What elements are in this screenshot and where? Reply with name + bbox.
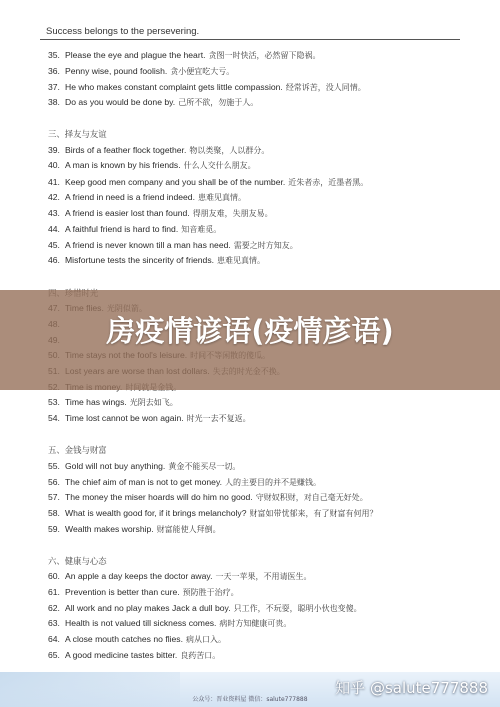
list-item: 56. The chief aim of man is not to get money. 人的主要目的并不是赚钱。	[48, 477, 321, 487]
list-item: 54. Time lost cannot be won again. 时光一去不复返。	[48, 413, 251, 423]
list-item: 38. Do as you would be done by. 己所不欲，勿施于人。	[48, 97, 259, 107]
list-item: 61. Prevention is better than cure. 预防胜于治疗。	[48, 587, 239, 597]
header-rule	[40, 39, 460, 40]
list-item: 35. Please the eye and plague the heart. 贪图一时快活，必然留下隐祸。	[48, 50, 321, 60]
list-item: 65. A good medicine tastes bitter. 良药苦口。	[48, 650, 221, 660]
list-item: 60. An apple a day keeps the doctor away. 一天一苹果，不用请医生。	[48, 571, 312, 581]
list-item: 63. Health is not valued till sickness comes. 病时方知健康可贵。	[48, 618, 292, 628]
list-item: 42. A friend in need is a friend indeed. 患难见真情。	[48, 192, 246, 202]
list-item: 53. Time has wings. 光阴去如飞。	[48, 397, 178, 407]
watermark: 知乎 @salute777888	[335, 679, 488, 697]
list-item: 41. Keep good men company and you shall be of the number. 近朱者赤，近墨者黑。	[48, 177, 369, 187]
list-item: 57. The money the miser hoards will do him no good. 守财奴积财，对自己毫无好处。	[48, 492, 368, 502]
list-item: 62. All work and no play makes Jack a dull boy. 只工作，不玩耍，聪明小伙也变傻。	[48, 603, 362, 613]
list-item: 59. Wealth makes worship. 财富能使人拜倒。	[48, 524, 221, 534]
list-item: 44. A faithful friend is hard to find. 知音难觅。	[48, 224, 222, 234]
list-item: 36. Penny wise, pound foolish. 贪小便宜吃大亏。	[48, 66, 235, 76]
list-item: 46. Misfortune tests the sincerity of friends. 患难见真情。	[48, 255, 266, 265]
footer-text: 公众号：晋业资料屋 微信：salute777888	[192, 696, 308, 703]
list-item: 64. A close mouth catches no flies. 病从口入。	[48, 634, 226, 644]
page-header: Success belongs to the persevering.	[46, 26, 200, 37]
list-item: 58. What is wealth good for, if it brings melancholy? 财富如带忧郁来，有了财富有何用？	[48, 508, 378, 518]
list-item: 45. A friend is never known till a man has need. 需要之时方知友。	[48, 240, 298, 250]
section-heading: 六、健康与心态	[48, 556, 107, 566]
list-item: 40. A man is known by his friends. 什么人交什么朋友。	[48, 160, 256, 170]
list-item: 37. He who makes constant complaint gets little compassion. 经常诉苦，没人同情。	[48, 82, 366, 92]
section-heading: 三、择友与友谊	[48, 129, 107, 139]
list-item: 39. Birds of a feather flock together. 物以类聚，人以群分。	[48, 145, 270, 155]
list-item: 43. A friend is easier lost than found. 得朋友难，失朋友易。	[48, 208, 273, 218]
overlay-title: 房疫情谚语(疫情彦语)	[106, 314, 394, 348]
list-item: 55. Gold will not buy anything. 黄金不能买尽一切。	[48, 461, 241, 471]
section-heading: 五、金钱与财富	[48, 445, 107, 455]
